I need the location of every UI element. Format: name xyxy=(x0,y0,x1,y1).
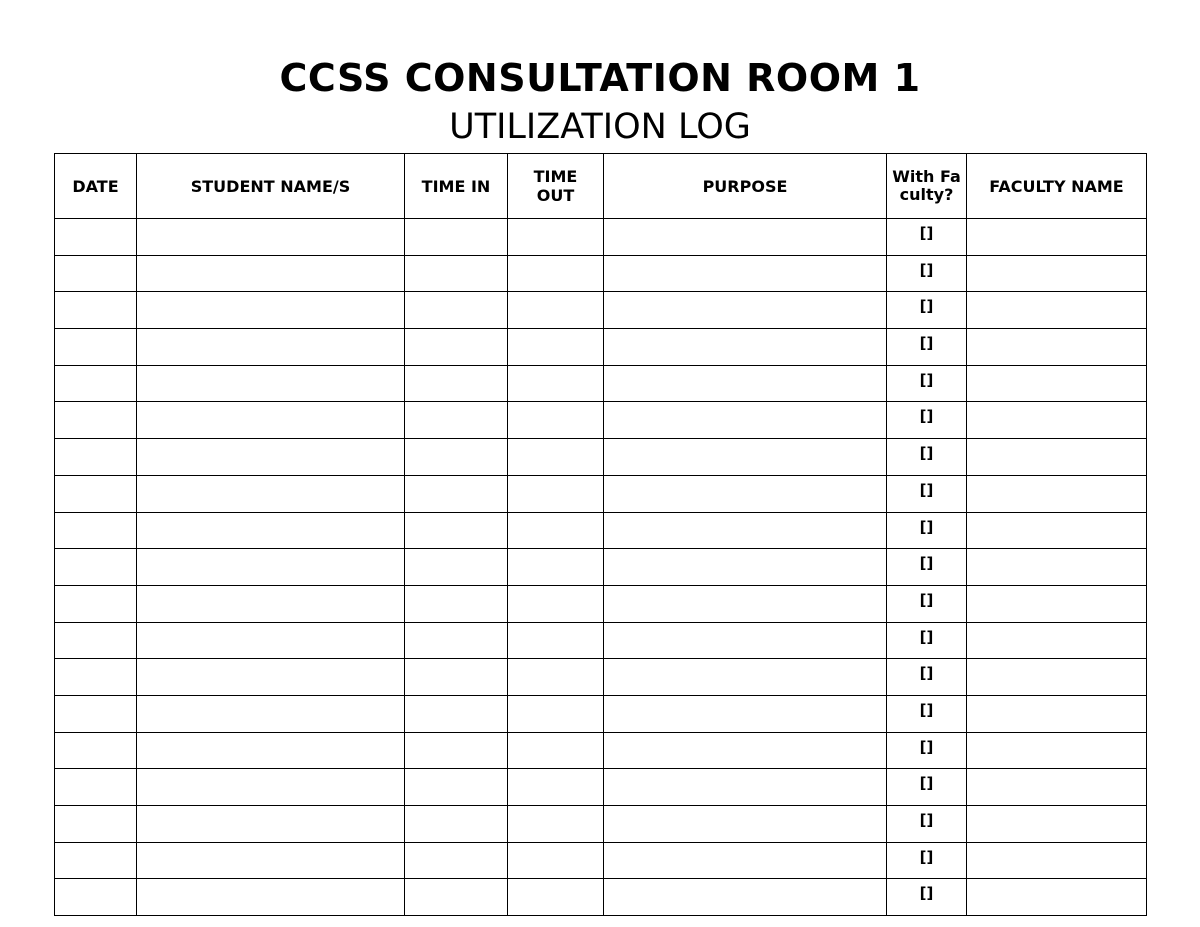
student-names-cell[interactable] xyxy=(137,475,405,512)
faculty-name-cell[interactable] xyxy=(967,879,1147,916)
time-in-cell[interactable] xyxy=(405,255,508,292)
header-purpose: PURPOSE xyxy=(604,154,887,219)
date-cell[interactable] xyxy=(55,585,137,622)
purpose-cell[interactable] xyxy=(604,842,887,879)
time-out-cell[interactable] xyxy=(508,292,604,329)
purpose-cell[interactable] xyxy=(604,512,887,549)
with-faculty-checkbox[interactable]: [] xyxy=(887,365,967,402)
header-date: DATE xyxy=(55,154,137,219)
time-in-cell[interactable] xyxy=(405,292,508,329)
time-out-cell[interactable] xyxy=(508,365,604,402)
time-in-cell[interactable] xyxy=(405,879,508,916)
student-names-cell[interactable] xyxy=(137,549,405,586)
student-names-cell[interactable] xyxy=(137,292,405,329)
student-names-cell[interactable] xyxy=(137,255,405,292)
table-row xyxy=(55,402,1147,439)
date-cell[interactable] xyxy=(55,732,137,769)
student-names-cell[interactable] xyxy=(137,439,405,476)
table-row xyxy=(55,769,1147,806)
time-out-cell[interactable] xyxy=(508,402,604,439)
with-faculty-checkbox[interactable]: [] xyxy=(887,439,967,476)
time-in-cell[interactable] xyxy=(405,585,508,622)
purpose-cell[interactable] xyxy=(604,255,887,292)
with-faculty-checkbox[interactable]: [] xyxy=(887,806,967,843)
faculty-name-cell[interactable] xyxy=(967,512,1147,549)
student-names-cell[interactable] xyxy=(137,732,405,769)
with-faculty-checkbox[interactable]: [] xyxy=(887,732,967,769)
time-out-cell[interactable] xyxy=(508,879,604,916)
date-cell[interactable] xyxy=(55,365,137,402)
time-in-cell[interactable] xyxy=(405,512,508,549)
log-body xyxy=(55,219,1147,916)
purpose-cell[interactable] xyxy=(604,806,887,843)
header-with-faculty: With Faculty? xyxy=(887,154,967,219)
faculty-name-cell[interactable] xyxy=(967,842,1147,879)
header-row xyxy=(55,154,1147,219)
faculty-name-cell[interactable] xyxy=(967,549,1147,586)
faculty-name-cell[interactable] xyxy=(967,329,1147,366)
faculty-name-cell[interactable] xyxy=(967,219,1147,256)
time-out-cell[interactable] xyxy=(508,549,604,586)
with-faculty-checkbox[interactable]: [] xyxy=(887,879,967,916)
time-in-cell[interactable] xyxy=(405,219,508,256)
table-row xyxy=(55,732,1147,769)
faculty-name-cell[interactable] xyxy=(967,585,1147,622)
header-student-names: STUDENT NAME/S xyxy=(137,154,405,219)
purpose-cell[interactable] xyxy=(604,732,887,769)
table-row xyxy=(55,512,1147,549)
table-row xyxy=(55,842,1147,879)
date-cell[interactable] xyxy=(55,329,137,366)
purpose-cell[interactable] xyxy=(604,879,887,916)
faculty-name-cell[interactable] xyxy=(967,439,1147,476)
table-row xyxy=(55,659,1147,696)
time-out-cell[interactable] xyxy=(508,585,604,622)
purpose-cell[interactable] xyxy=(604,329,887,366)
with-faculty-checkbox[interactable]: [] xyxy=(887,402,967,439)
purpose-cell[interactable] xyxy=(604,219,887,256)
time-in-cell[interactable] xyxy=(405,695,508,732)
purpose-cell[interactable] xyxy=(604,292,887,329)
purpose-cell[interactable] xyxy=(604,549,887,586)
time-out-cell[interactable] xyxy=(508,659,604,696)
faculty-name-cell[interactable] xyxy=(967,769,1147,806)
date-cell[interactable] xyxy=(55,439,137,476)
header-faculty-name: FACULTY NAME xyxy=(967,154,1147,219)
student-names-cell[interactable] xyxy=(137,219,405,256)
student-names-cell[interactable] xyxy=(137,879,405,916)
date-cell[interactable] xyxy=(55,402,137,439)
time-out-cell[interactable] xyxy=(508,512,604,549)
date-cell[interactable] xyxy=(55,512,137,549)
table-row xyxy=(55,549,1147,586)
with-faculty-checkbox[interactable]: [] xyxy=(887,292,967,329)
purpose-cell[interactable] xyxy=(604,769,887,806)
purpose-cell[interactable] xyxy=(604,585,887,622)
time-in-cell[interactable] xyxy=(405,439,508,476)
purpose-cell[interactable] xyxy=(604,659,887,696)
table-row xyxy=(55,292,1147,329)
time-out-cell[interactable] xyxy=(508,219,604,256)
time-out-cell[interactable] xyxy=(508,475,604,512)
time-out-cell[interactable] xyxy=(508,769,604,806)
with-faculty-checkbox[interactable]: [] xyxy=(887,695,967,732)
with-faculty-checkbox[interactable]: [] xyxy=(887,769,967,806)
student-names-cell[interactable] xyxy=(137,585,405,622)
time-in-cell[interactable] xyxy=(405,402,508,439)
time-out-cell[interactable] xyxy=(508,329,604,366)
faculty-name-cell[interactable] xyxy=(967,255,1147,292)
faculty-name-cell[interactable] xyxy=(967,695,1147,732)
time-in-cell[interactable] xyxy=(405,329,508,366)
student-names-cell[interactable] xyxy=(137,695,405,732)
date-cell[interactable] xyxy=(55,695,137,732)
document-title: CCSS CONSULTATION ROOM 1 xyxy=(279,56,921,100)
date-cell[interactable] xyxy=(55,475,137,512)
table-row xyxy=(55,622,1147,659)
header-time-out: TIME OUT xyxy=(508,154,604,219)
table-row xyxy=(55,255,1147,292)
table-row xyxy=(55,365,1147,402)
faculty-name-cell[interactable] xyxy=(967,292,1147,329)
date-cell[interactable] xyxy=(55,549,137,586)
with-faculty-checkbox[interactable]: [] xyxy=(887,549,967,586)
time-in-cell[interactable] xyxy=(405,475,508,512)
document-subtitle: UTILIZATION LOG xyxy=(449,107,751,147)
time-out-cell[interactable] xyxy=(508,695,604,732)
time-in-cell[interactable] xyxy=(405,769,508,806)
with-faculty-checkbox[interactable]: [] xyxy=(887,475,967,512)
table-row xyxy=(55,329,1147,366)
date-cell[interactable] xyxy=(55,219,137,256)
time-in-cell[interactable] xyxy=(405,806,508,843)
table-row xyxy=(55,695,1147,732)
student-names-cell[interactable] xyxy=(137,622,405,659)
time-in-cell[interactable] xyxy=(405,365,508,402)
table-row xyxy=(55,439,1147,476)
faculty-name-cell[interactable] xyxy=(967,475,1147,512)
purpose-cell[interactable] xyxy=(604,622,887,659)
faculty-name-cell[interactable] xyxy=(967,806,1147,843)
table-row xyxy=(55,475,1147,512)
faculty-name-cell[interactable] xyxy=(967,622,1147,659)
with-faculty-checkbox[interactable]: [] xyxy=(887,585,967,622)
purpose-cell[interactable] xyxy=(604,695,887,732)
with-faculty-checkbox[interactable]: [] xyxy=(887,842,967,879)
date-cell[interactable] xyxy=(55,659,137,696)
date-cell[interactable] xyxy=(55,842,137,879)
purpose-cell[interactable] xyxy=(604,402,887,439)
purpose-cell[interactable] xyxy=(604,439,887,476)
table-row xyxy=(55,219,1147,256)
time-out-cell[interactable] xyxy=(508,439,604,476)
with-faculty-checkbox[interactable]: [] xyxy=(887,255,967,292)
time-out-cell[interactable] xyxy=(508,255,604,292)
date-cell[interactable] xyxy=(55,806,137,843)
with-faculty-checkbox[interactable]: [] xyxy=(887,622,967,659)
with-faculty-checkbox[interactable]: [] xyxy=(887,219,967,256)
faculty-name-cell[interactable] xyxy=(967,365,1147,402)
student-names-cell[interactable] xyxy=(137,659,405,696)
faculty-name-cell[interactable] xyxy=(967,402,1147,439)
student-names-cell[interactable] xyxy=(137,769,405,806)
student-names-cell[interactable] xyxy=(137,806,405,843)
date-cell[interactable] xyxy=(55,879,137,916)
student-names-cell[interactable] xyxy=(137,842,405,879)
with-faculty-checkbox[interactable]: [] xyxy=(887,329,967,366)
faculty-name-cell[interactable] xyxy=(967,659,1147,696)
with-faculty-checkbox[interactable]: [] xyxy=(887,512,967,549)
time-in-cell[interactable] xyxy=(405,549,508,586)
date-cell[interactable] xyxy=(55,769,137,806)
header-time-in: TIME IN xyxy=(405,154,508,219)
purpose-cell[interactable] xyxy=(604,365,887,402)
with-faculty-checkbox[interactable]: [] xyxy=(887,659,967,696)
purpose-cell[interactable] xyxy=(604,475,887,512)
time-out-cell[interactable] xyxy=(508,622,604,659)
student-names-cell[interactable] xyxy=(137,365,405,402)
table-row xyxy=(55,806,1147,843)
table-row xyxy=(55,585,1147,622)
date-cell[interactable] xyxy=(55,255,137,292)
time-out-cell[interactable] xyxy=(508,842,604,879)
time-out-cell[interactable] xyxy=(508,806,604,843)
utilization-log-table xyxy=(54,153,1147,916)
student-names-cell[interactable] xyxy=(137,329,405,366)
time-in-cell[interactable] xyxy=(405,622,508,659)
time-in-cell[interactable] xyxy=(405,659,508,696)
student-names-cell[interactable] xyxy=(137,402,405,439)
student-names-cell[interactable] xyxy=(137,512,405,549)
date-cell[interactable] xyxy=(55,292,137,329)
faculty-name-cell[interactable] xyxy=(967,732,1147,769)
time-out-cell[interactable] xyxy=(508,732,604,769)
time-in-cell[interactable] xyxy=(405,732,508,769)
time-in-cell[interactable] xyxy=(405,842,508,879)
date-cell[interactable] xyxy=(55,622,137,659)
table-row xyxy=(55,879,1147,916)
